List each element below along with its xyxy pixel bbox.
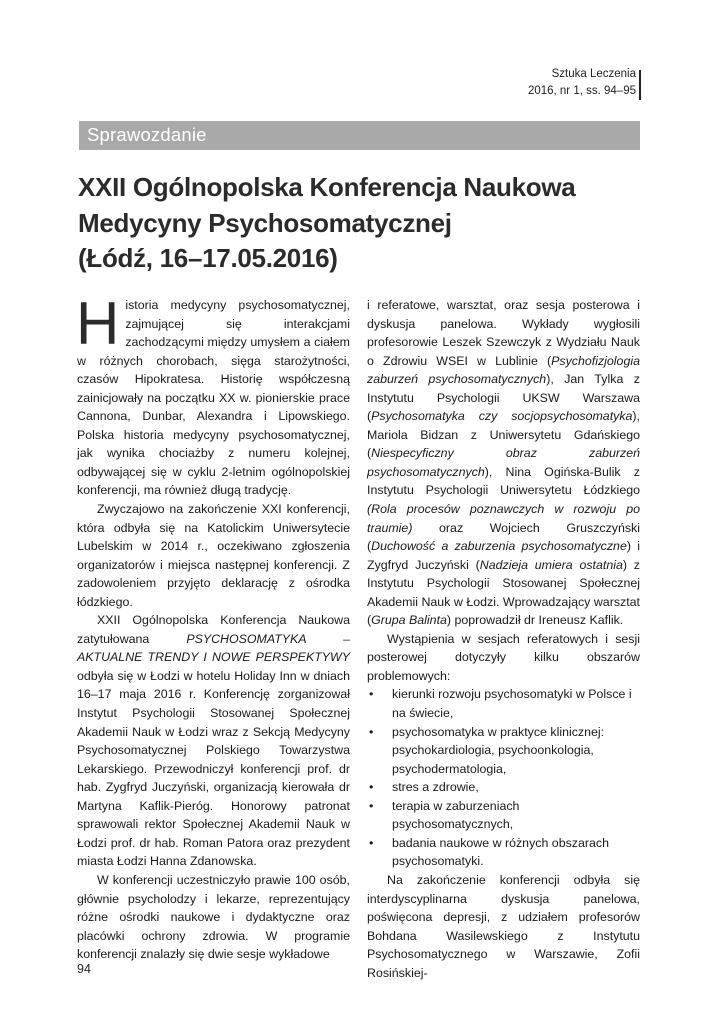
section-header-bar — [79, 121, 640, 150]
list-item-text: kierunki rozwoju psychosomatyki w Polsce i na świecie, — [392, 687, 632, 721]
text-segment: ) poprowadził dr Ireneusz Kaflik. — [446, 613, 624, 628]
lecture-title: Niespecyficzny obraz zaburzeń psychosomatycznych — [367, 446, 640, 479]
list-item — [367, 778, 640, 797]
title-line-3: (Łódź, 16–17.05.2016) — [78, 243, 338, 273]
drop-cap: H — [76, 290, 120, 357]
text-segment: ) z Instytutu Psychologii Stosowanej Społecznej Akademii Nauk w Łodzi. Wprowadzający warsztat ( — [367, 557, 641, 628]
paragraph-participants: W konferencji uczestniczyło prawie 100 osób, głównie psycholodzy i lekarze, reprezentujący różne ośrodki naukowe i dydaktyczne oraz placówki ochrony zdrowia. W programie konferencji znalazły się dwie sesje wykładowe — [77, 872, 350, 962]
right-column — [367, 296, 640, 982]
journal-citation — [528, 66, 636, 100]
title-line-2: Medycyny Psychosomatycznej — [78, 207, 452, 238]
paragraph-sessions: Wystąpienia w sesjach referatowych i sesji posterowej dotyczyły kilku obszarów problemowych: — [367, 631, 640, 683]
conference-theme: PSYCHOSOMATYKA – AKTUALNE TRENDY I NOWE PERSPEKTYWY — [77, 631, 350, 665]
workshop-title: Grupa Balinta — [371, 613, 447, 628]
text-segment: ), Mariola Bidzan z Uniwersytetu Gdańskiego ( — [367, 409, 640, 461]
lecture-title: Psychosomatyka czy socjopsychosomatyka — [371, 409, 633, 424]
paragraph-lectures — [367, 296, 640, 630]
list-item — [367, 685, 640, 722]
text-segment: oraz Wojciech Gruszczyński ( — [367, 520, 640, 554]
lecture-title: Psychofizjologia zaburzeń psychosomatycznych — [367, 353, 640, 387]
bullet-icon: • — [369, 835, 374, 850]
title-line-1: XXII Ogólnopolska Konferencja Naukowa — [78, 172, 576, 202]
list-item — [367, 723, 640, 779]
text-segment: ) i Zygfryd Juczyński ( — [367, 539, 640, 572]
list-item-text: terapia w zaburzeniach psychosomatycznych, — [392, 798, 520, 832]
paragraph-previous-conference: Zwyczajowo na zakończenie XXI konferencji, która odbyła się na Katolickim Uniwersytecie Lubelskim w 2014 r., oczekiwano zgłoszenia organizatorów i miejsca następnej konferencji. Z zadowoleniem przyjęto deklarację z ośrodka łódzkiego. — [77, 502, 350, 609]
bullet-icon: • — [369, 798, 374, 813]
list-item-text: psychosomatyka w praktyce klinicznej: psychokardiologia, psychoonkologia, psychodermatologia, — [392, 724, 605, 776]
text-segment: odbyła się w Łodzi w hotelu Holiday Inn w dniach 16–17 maja 2016 r. Konferencję zorganizował Instytut Psychologii Stosowanej Społecznej Akademii Nauk w Łodzi wraz z Sekcją Medycyny Psychosomatycznej Polskiego Towarzystwa Lekarskiego. Przewodniczył konferencji prof. dr hab. Zygfryd Juczyński, organizacją kierowała dr Martyna Kaflik-Pieróg. Honorowy patronat sprawowali rektor Społecznej Akademii Nauk w Łodzi prof. dr hab. Roman Patora oraz prezydent miasta Łodzi Hanna Zdanowska. — [77, 668, 350, 869]
text-segment: XXII Ogólnopolska Konferencja Naukowa zatytułowana — [77, 613, 350, 646]
list-item — [367, 797, 640, 834]
header-vertical-rule — [639, 70, 641, 100]
journal-issue: 2016, nr 1, ss. 94–95 — [527, 85, 636, 97]
bullet-icon: • — [369, 724, 374, 739]
journal-name: Sztuka Leczenia — [551, 68, 636, 80]
lecture-title: (Rola procesów poznawczych w rozwoju po traumie) — [367, 502, 640, 535]
lecture-title: Duchowość a zaburzenia psychosomatyczne — [371, 539, 627, 554]
page-number: 94 — [77, 962, 91, 976]
lecture-title: Nadzieja umiera ostatnia — [479, 557, 623, 572]
text-segment: ), Nina Ogińska-Bulik z Instytutu Psychologii Uniwersytetu Łódzkiego — [367, 464, 640, 498]
topics-list — [367, 685, 640, 870]
section-label: Sprawozdanie — [87, 124, 207, 145]
paragraph-panel-discussion: Na zakończenie konferencji odbyła się interdyscyplinarna dyskusja panelowa, poświęcona depresji, z udziałem profesorów Bohdana Wasilewskiego z Instytutu Psychosomatycznego w Warszawie, Zofii Rosińskiej- — [367, 872, 640, 980]
article-title — [78, 170, 638, 277]
list-item — [367, 834, 640, 871]
bullet-icon: • — [369, 780, 374, 795]
text-segment: i referatowe, warsztat, oraz sesja posterowa i dyskusja panelowa. Wykłady wygłosili profesorowie Leszek Szewczyk z Wydziału Nauk o Zdrowiu WSEI w Lublinie ( — [367, 298, 640, 368]
paragraph-conference-details — [77, 611, 350, 871]
intro-text: istoria medycyny psychosomatycznej, zajmującej się interakcjami zachodzącymi między umysłem a ciałem w różnych chorobach, sięga starożytności, czasów Hipokratesa. Historię współczesną zainicjowały na początku XX w. pionierskie prace Cannona, Dunbar, Alexandra i Lipowskiego. Polska historia medycyny psychosomatycznej, jak wynika chociażby z numeru kolejnej, odbywającej się w cyklu 2-letnim ogólnopolskiej konferencji, ma również długą tradycję. — [77, 298, 350, 498]
list-item-text: badania naukowe w różnych obszarach psychosomatyki. — [392, 835, 609, 869]
list-item-text: stres a zdrowie, — [392, 780, 479, 795]
intro-paragraph — [76, 290, 350, 500]
bullet-icon: • — [369, 687, 374, 702]
left-column — [76, 290, 350, 964]
text-segment: ), Jan Tylka z Instytutu Psychologii UKSW Warszawa ( — [367, 372, 640, 424]
